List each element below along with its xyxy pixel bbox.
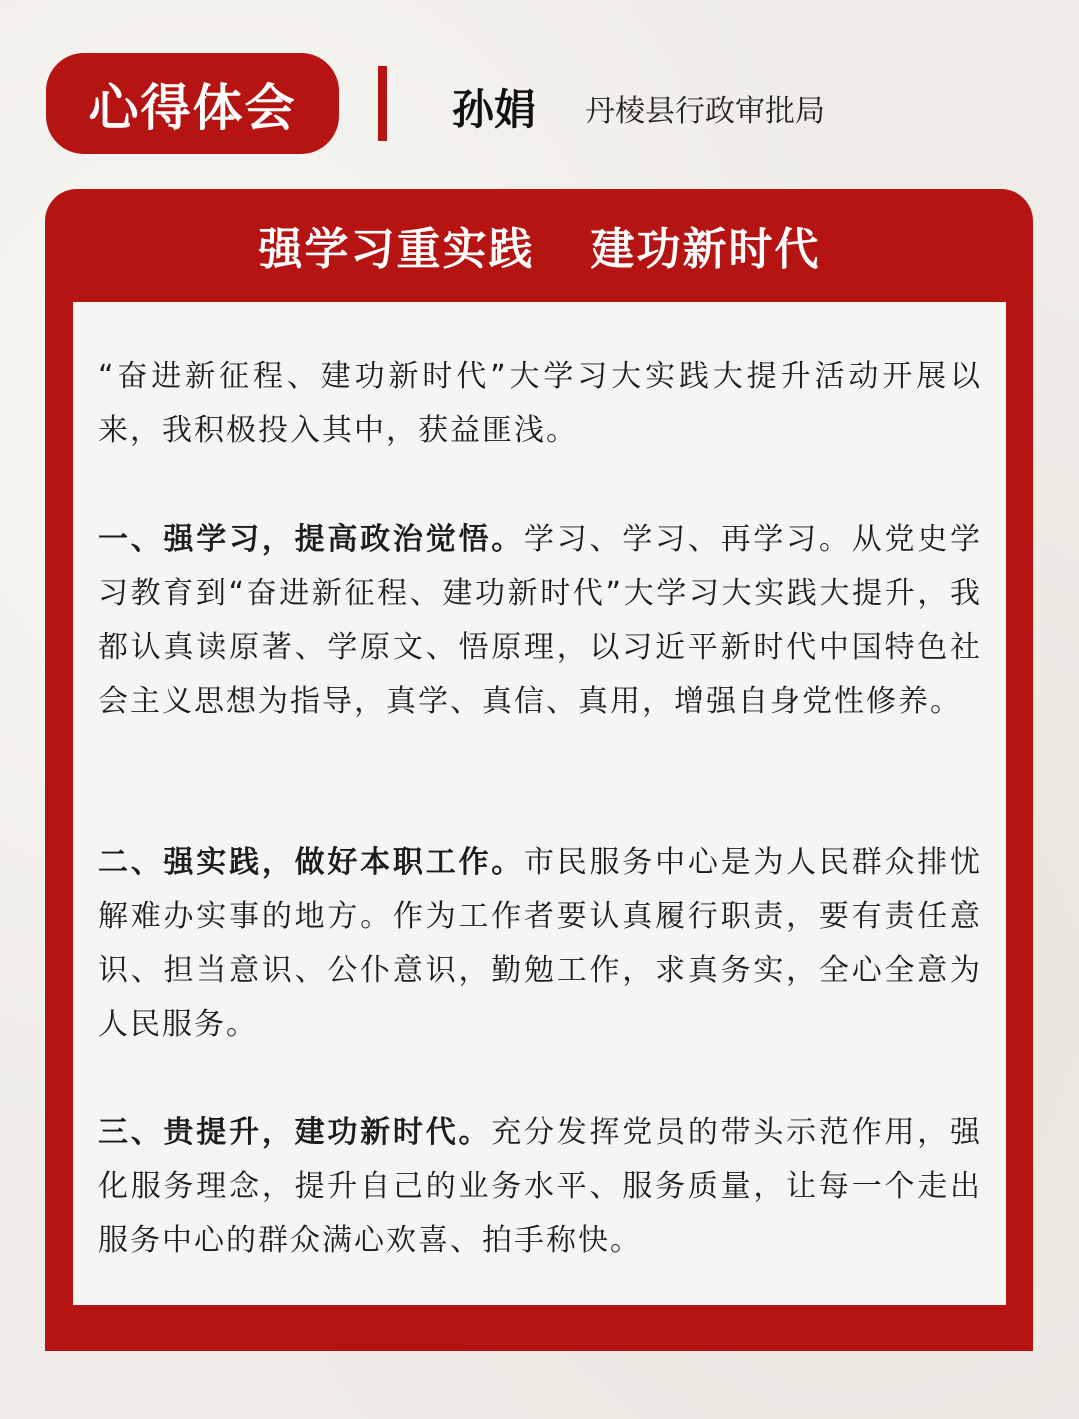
section-body-2: 市民服务中心是为人民群众排忧解难办实事的地方。作为工作者要认真履行职责，要有责任意识、担当意识、公仆意识，勤勉工作，求真务实，全心全意为人民服务。 [98, 845, 982, 1042]
article-title-part1: 强学习重实践 [258, 224, 535, 275]
section-heading-2: 二、强实践，做好本职工作。 [98, 845, 524, 880]
section-paragraph-2 [98, 836, 982, 1052]
article-title [0, 216, 1079, 284]
header-divider [378, 66, 387, 141]
section-paragraph-3 [98, 1106, 982, 1268]
category-tag: 心得体会 [46, 53, 339, 154]
section-paragraph-1 [98, 513, 982, 729]
intro-paragraph [98, 350, 982, 458]
author-organization: 丹棱县行政审批局 [585, 94, 825, 129]
intro-text: “奋进新征程、建功新时代”大学习大实践大提升活动开展以来，我积极投入其中，获益匪浅。 [98, 359, 982, 448]
section-body-3: 充分发挥党员的带头示范作用，强化服务理念，提升自己的业务水平、服务质量，让每一个走出服务中心的群众满心欢喜、拍手称快。 [98, 1115, 983, 1258]
section-heading-1: 一、强学习，提高政治觉悟。 [98, 522, 524, 557]
article-title-part2: 建功新时代 [590, 224, 821, 275]
author-name: 孙娟 [452, 85, 537, 134]
section-body-1: 学习、学习、再学习。从党史学习教育到“奋进新征程、建功新时代”大学习大实践大提升，我都认真读原著、学原文、悟原理，以习近平新时代中国特色社会主义思想为指导，真学、真信、真用，增强自身党性修养。 [98, 522, 982, 719]
section-heading-3: 三、贵提升，建功新时代。 [98, 1115, 492, 1150]
